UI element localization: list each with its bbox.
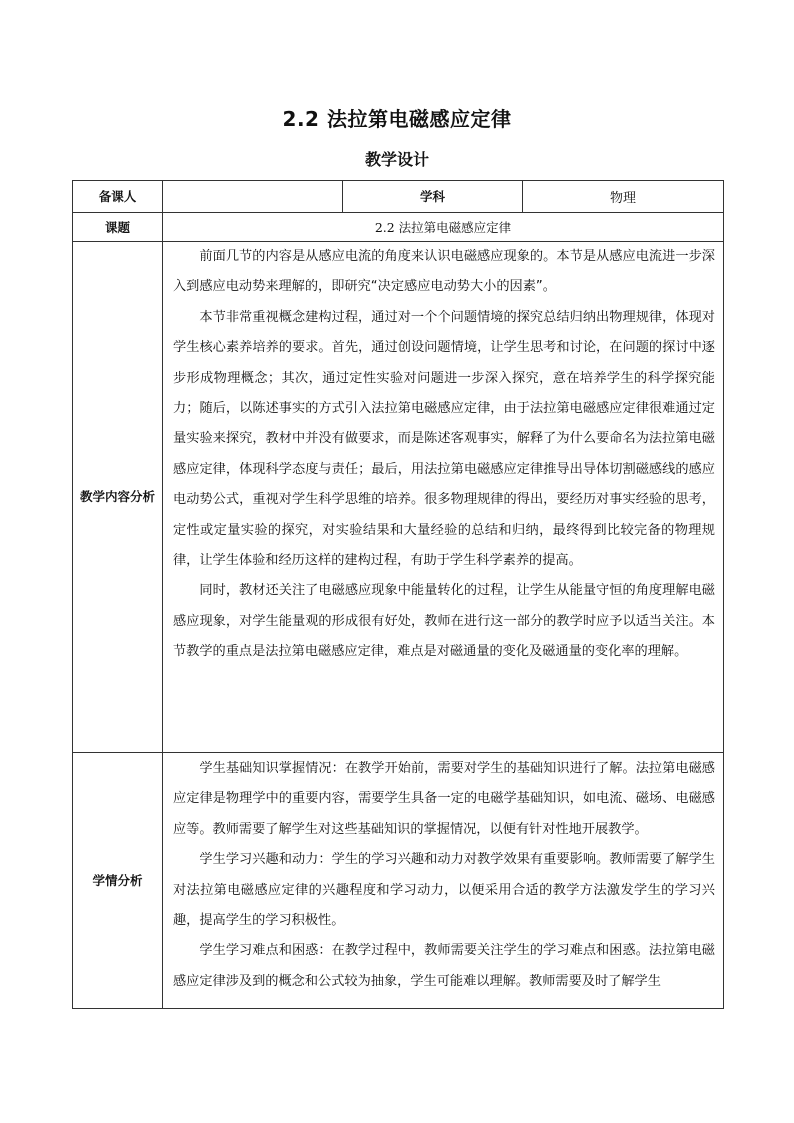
table-row [73, 181, 724, 213]
paragraph: 学生学习难点和困惑：在教学过程中，教师需要关注学生的学习难点和困惑。法拉第电磁感应定律涉及到的概念和公式较为抽象，学生可能难以理解。教师需要及时了解学生 [173, 943, 715, 989]
paragraph: 本节非常重视概念建构过程，通过对一个个问题情境的探究总结归纳出物理规律，体现对学生核心素养培养的要求。首先，通过创设问题情境，让学生思考和讨论，在问题的探讨中逐步形成物理概念；其次，通过定性实验对问题进一步深入探究，意在培养学生的科学探究能力；随后，以陈述事实的方式引入法拉第电磁感应定律，由于法拉第电磁感应定律很难通过定量实验来探究，教材中并没有做要求，而是陈述客观事实，解释了为什么要命名为法拉第电磁感应定律，体现科学态度与责任；最后，用法拉第电磁感应定律推导出导体切割磁感线的感应电动势公式，重视对学生科学思维的培养。很多物理规律的得出，要经历对事实经验的思考，定性或定量实验的探究，对实验结果和大量经验的总结和归纳，最终得到比较完备的物理规律，让学生体验和经历这样的建构过程，有助于学生科学素养的提高。 [173, 309, 715, 569]
table-row [73, 213, 724, 242]
topic-value: 2.2 法拉第电磁感应定律 [163, 213, 724, 242]
table-row [73, 242, 724, 753]
content-analysis-label-text: 教学内容分析 [79, 489, 155, 504]
paragraph: 同时，教材还关注了电磁感应现象中能量转化的过程，让学生从能量守恒的角度理解电磁感应现象，对学生能量观的形成很有好处，教师在进行这一部分的教学时应予以适当关注。本节教学的重点是法拉第电磁感应定律，难点是对磁通量的变化及磁通量的变化率的理解。 [173, 583, 715, 660]
paragraph: 学生基础知识掌握情况：在教学开始前，需要对学生的基础知识进行了解。法拉第电磁感应定律是物理学中的重要内容，需要学生具备一定的电磁学基础知识，如电流、磁场、电磁感应等。教师需要了解学生对这些基础知识的掌握情况，以便有针对性地开展教学。 [173, 761, 715, 837]
content-analysis-text [163, 242, 724, 753]
subject-value: 物理 [523, 181, 724, 213]
topic-label: 课题 [73, 213, 163, 242]
paragraph: 学生学习兴趣和动力：学生的学习兴趣和动力对教学效果有重要影响。教师需要了解学生对法拉第电磁感应定律的兴趣程度和学习动力，以便采用合适的教学方法激发学生的学习兴趣，提高学生的学习积极性。 [173, 852, 715, 929]
student-analysis-text [163, 753, 724, 1009]
preparer-value [163, 181, 343, 213]
document-title: 2.2 法拉第电磁感应定律 [282, 107, 512, 131]
student-analysis-label: 学情分析 [73, 753, 163, 1009]
content-analysis-label [73, 242, 163, 753]
preparer-label: 备课人 [73, 181, 163, 213]
table-row [73, 753, 724, 1009]
document-subtitle: 教学设计 [364, 150, 429, 169]
subject-label: 学科 [343, 181, 523, 213]
lesson-plan-table [72, 180, 724, 1009]
paragraph: 前面几节的内容是从感应电流的角度来认识电磁感应现象的。本节是从感应电流进一步深入到感应电动势来理解的，即研究“决定感应电动势大小的因素”。 [173, 249, 715, 295]
